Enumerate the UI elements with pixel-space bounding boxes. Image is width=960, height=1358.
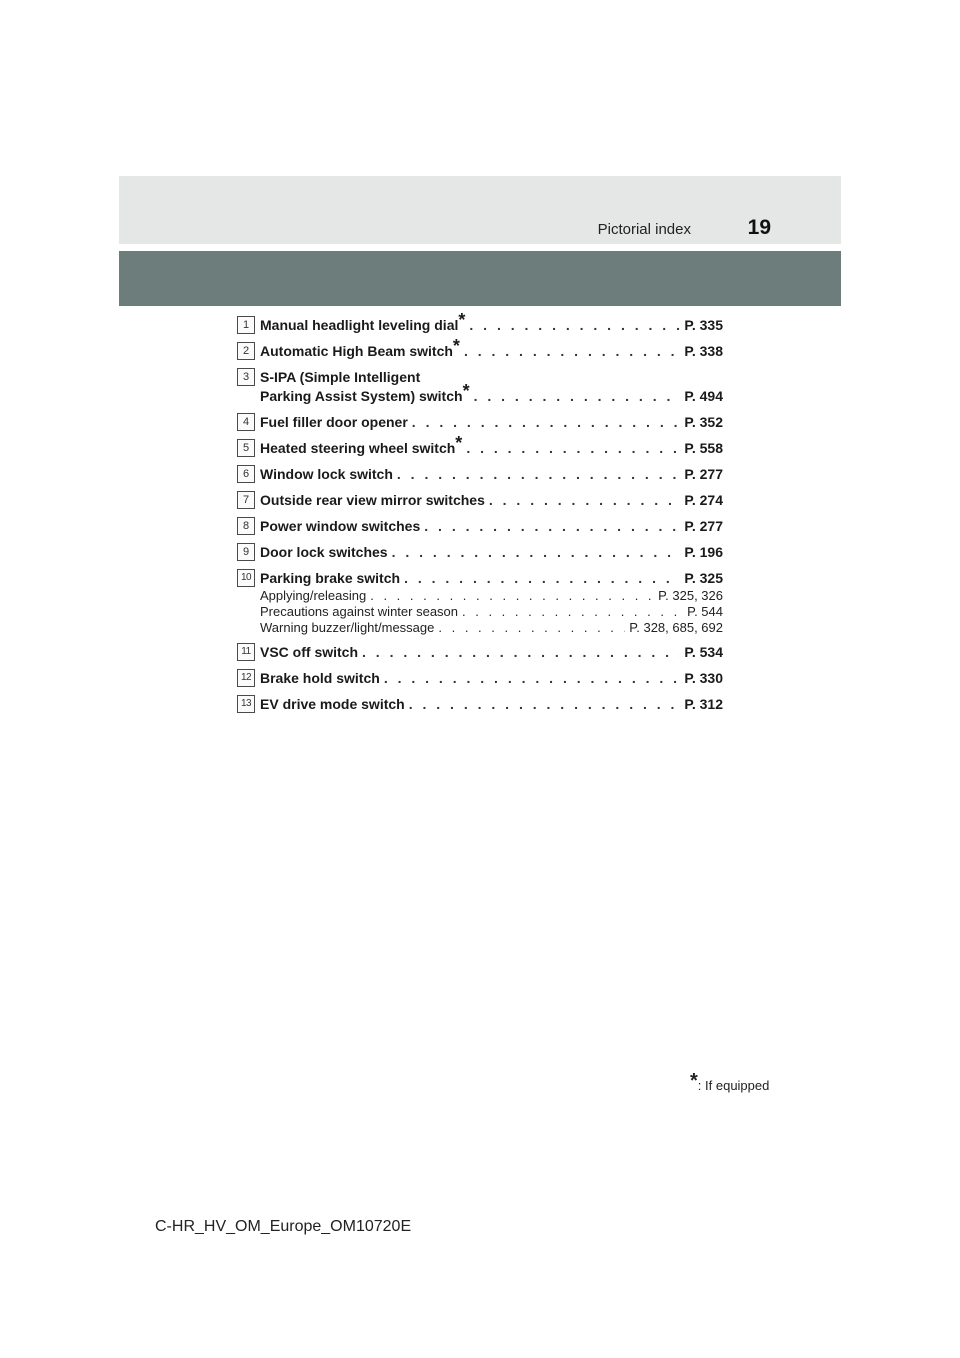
page-reference[interactable]: P. 338 xyxy=(684,343,723,359)
page-reference[interactable]: P. 325, 326 xyxy=(658,588,723,603)
page-reference[interactable]: P. 494 xyxy=(684,388,723,404)
index-entry xyxy=(237,310,723,335)
item-number-badge: 6 xyxy=(237,465,255,483)
page-reference[interactable]: P. 274 xyxy=(684,492,723,508)
page-reference[interactable]: P. 328, 685, 692 xyxy=(629,620,723,635)
entry-label: Parking brake switch xyxy=(260,570,401,586)
sub-entry-label: Precautions against winter season xyxy=(260,604,459,619)
leader-dots xyxy=(466,439,680,458)
leader-dots xyxy=(424,517,680,536)
entry-label: Power window switches xyxy=(260,518,421,534)
leader-dots xyxy=(409,695,681,714)
entry-label: Manual headlight leveling dial xyxy=(260,317,459,333)
index-entry xyxy=(237,669,723,688)
item-number-badge: 13 xyxy=(237,695,255,713)
leader-dots xyxy=(438,620,625,636)
leader-dots xyxy=(469,316,680,335)
page-reference[interactable]: P. 196 xyxy=(684,544,723,560)
page-reference[interactable]: P. 544 xyxy=(687,604,723,619)
entry-label: EV drive mode switch xyxy=(260,696,405,712)
index-entry xyxy=(237,465,723,484)
page-reference[interactable]: P. 534 xyxy=(684,644,723,660)
entry-label: VSC off switch xyxy=(260,644,359,660)
sub-entry xyxy=(260,620,723,636)
item-number-badge: 7 xyxy=(237,491,255,509)
entry-label: Brake hold switch xyxy=(260,670,380,686)
equipped-star: * xyxy=(452,336,460,356)
equipped-star: * xyxy=(458,310,466,330)
leader-dots xyxy=(462,604,683,620)
section-title: Pictorial index xyxy=(597,221,691,238)
item-number-badge: 12 xyxy=(237,669,255,687)
entry-label: Outside rear view mirror switches xyxy=(260,492,485,508)
leader-dots xyxy=(384,669,681,688)
page-reference[interactable]: P. 330 xyxy=(684,670,723,686)
item-number-badge: 11 xyxy=(237,643,255,661)
leader-dots xyxy=(474,387,681,406)
leader-dots xyxy=(489,491,680,510)
index-entry xyxy=(237,491,723,510)
document-id: C-HR_HV_OM_Europe_OM10720E xyxy=(155,1218,412,1235)
footnote xyxy=(690,1070,770,1093)
footnote-star: * xyxy=(690,1070,698,1092)
index-entry xyxy=(237,336,723,361)
leader-dots xyxy=(397,465,680,484)
leader-dots xyxy=(464,342,680,361)
item-number-badge: 5 xyxy=(237,439,255,457)
entry-label: Parking Assist System) switch xyxy=(260,388,463,404)
item-number-badge: 10 xyxy=(237,569,255,587)
entry-label: Heated steering wheel switch xyxy=(260,440,456,456)
index-entry xyxy=(237,569,723,636)
leader-dots xyxy=(404,569,680,588)
entry-label: Fuel filler door opener xyxy=(260,414,408,430)
index-entry xyxy=(237,413,723,432)
index-entry xyxy=(237,643,723,662)
equipped-star: * xyxy=(455,433,463,453)
page-header xyxy=(119,176,841,244)
item-number-badge: 8 xyxy=(237,517,255,535)
index-entry xyxy=(237,517,723,536)
item-number-badge: 1 xyxy=(237,316,255,334)
entry-label: Door lock switches xyxy=(260,544,388,560)
page-reference[interactable]: P. 558 xyxy=(684,440,723,456)
sub-entry xyxy=(260,604,723,620)
sub-entry xyxy=(260,588,723,604)
page-number: 19 xyxy=(747,216,771,239)
page-reference[interactable]: P. 277 xyxy=(684,466,723,482)
leader-dots xyxy=(392,543,681,562)
leader-dots xyxy=(370,588,654,604)
pictorial-index-list xyxy=(237,310,723,721)
header-divider-band xyxy=(119,251,841,306)
index-entry xyxy=(237,368,723,406)
equipped-star: * xyxy=(462,381,470,401)
index-entry xyxy=(237,543,723,562)
item-number-badge: 3 xyxy=(237,368,255,386)
sub-entry-label: Warning buzzer/light/message xyxy=(260,620,435,635)
item-number-badge: 9 xyxy=(237,543,255,561)
sub-entry-label: Applying/releasing xyxy=(260,588,367,603)
page-reference[interactable]: P. 325 xyxy=(684,570,723,586)
index-entry xyxy=(237,433,723,458)
item-number-badge: 4 xyxy=(237,413,255,431)
page-reference[interactable]: P. 335 xyxy=(684,317,723,333)
item-number-badge: 2 xyxy=(237,342,255,360)
leader-dots xyxy=(362,643,680,662)
entry-label-line1: S-IPA (Simple Intelligent xyxy=(260,369,421,385)
entry-label: Window lock switch xyxy=(260,466,393,482)
leader-dots xyxy=(412,413,681,432)
entry-label: Automatic High Beam switch xyxy=(260,343,453,359)
page-reference[interactable]: P. 277 xyxy=(684,518,723,534)
page-reference[interactable]: P. 312 xyxy=(684,696,723,712)
page-reference[interactable]: P. 352 xyxy=(684,414,723,430)
index-entry xyxy=(237,695,723,714)
footnote-text: : If equipped xyxy=(697,1078,770,1093)
